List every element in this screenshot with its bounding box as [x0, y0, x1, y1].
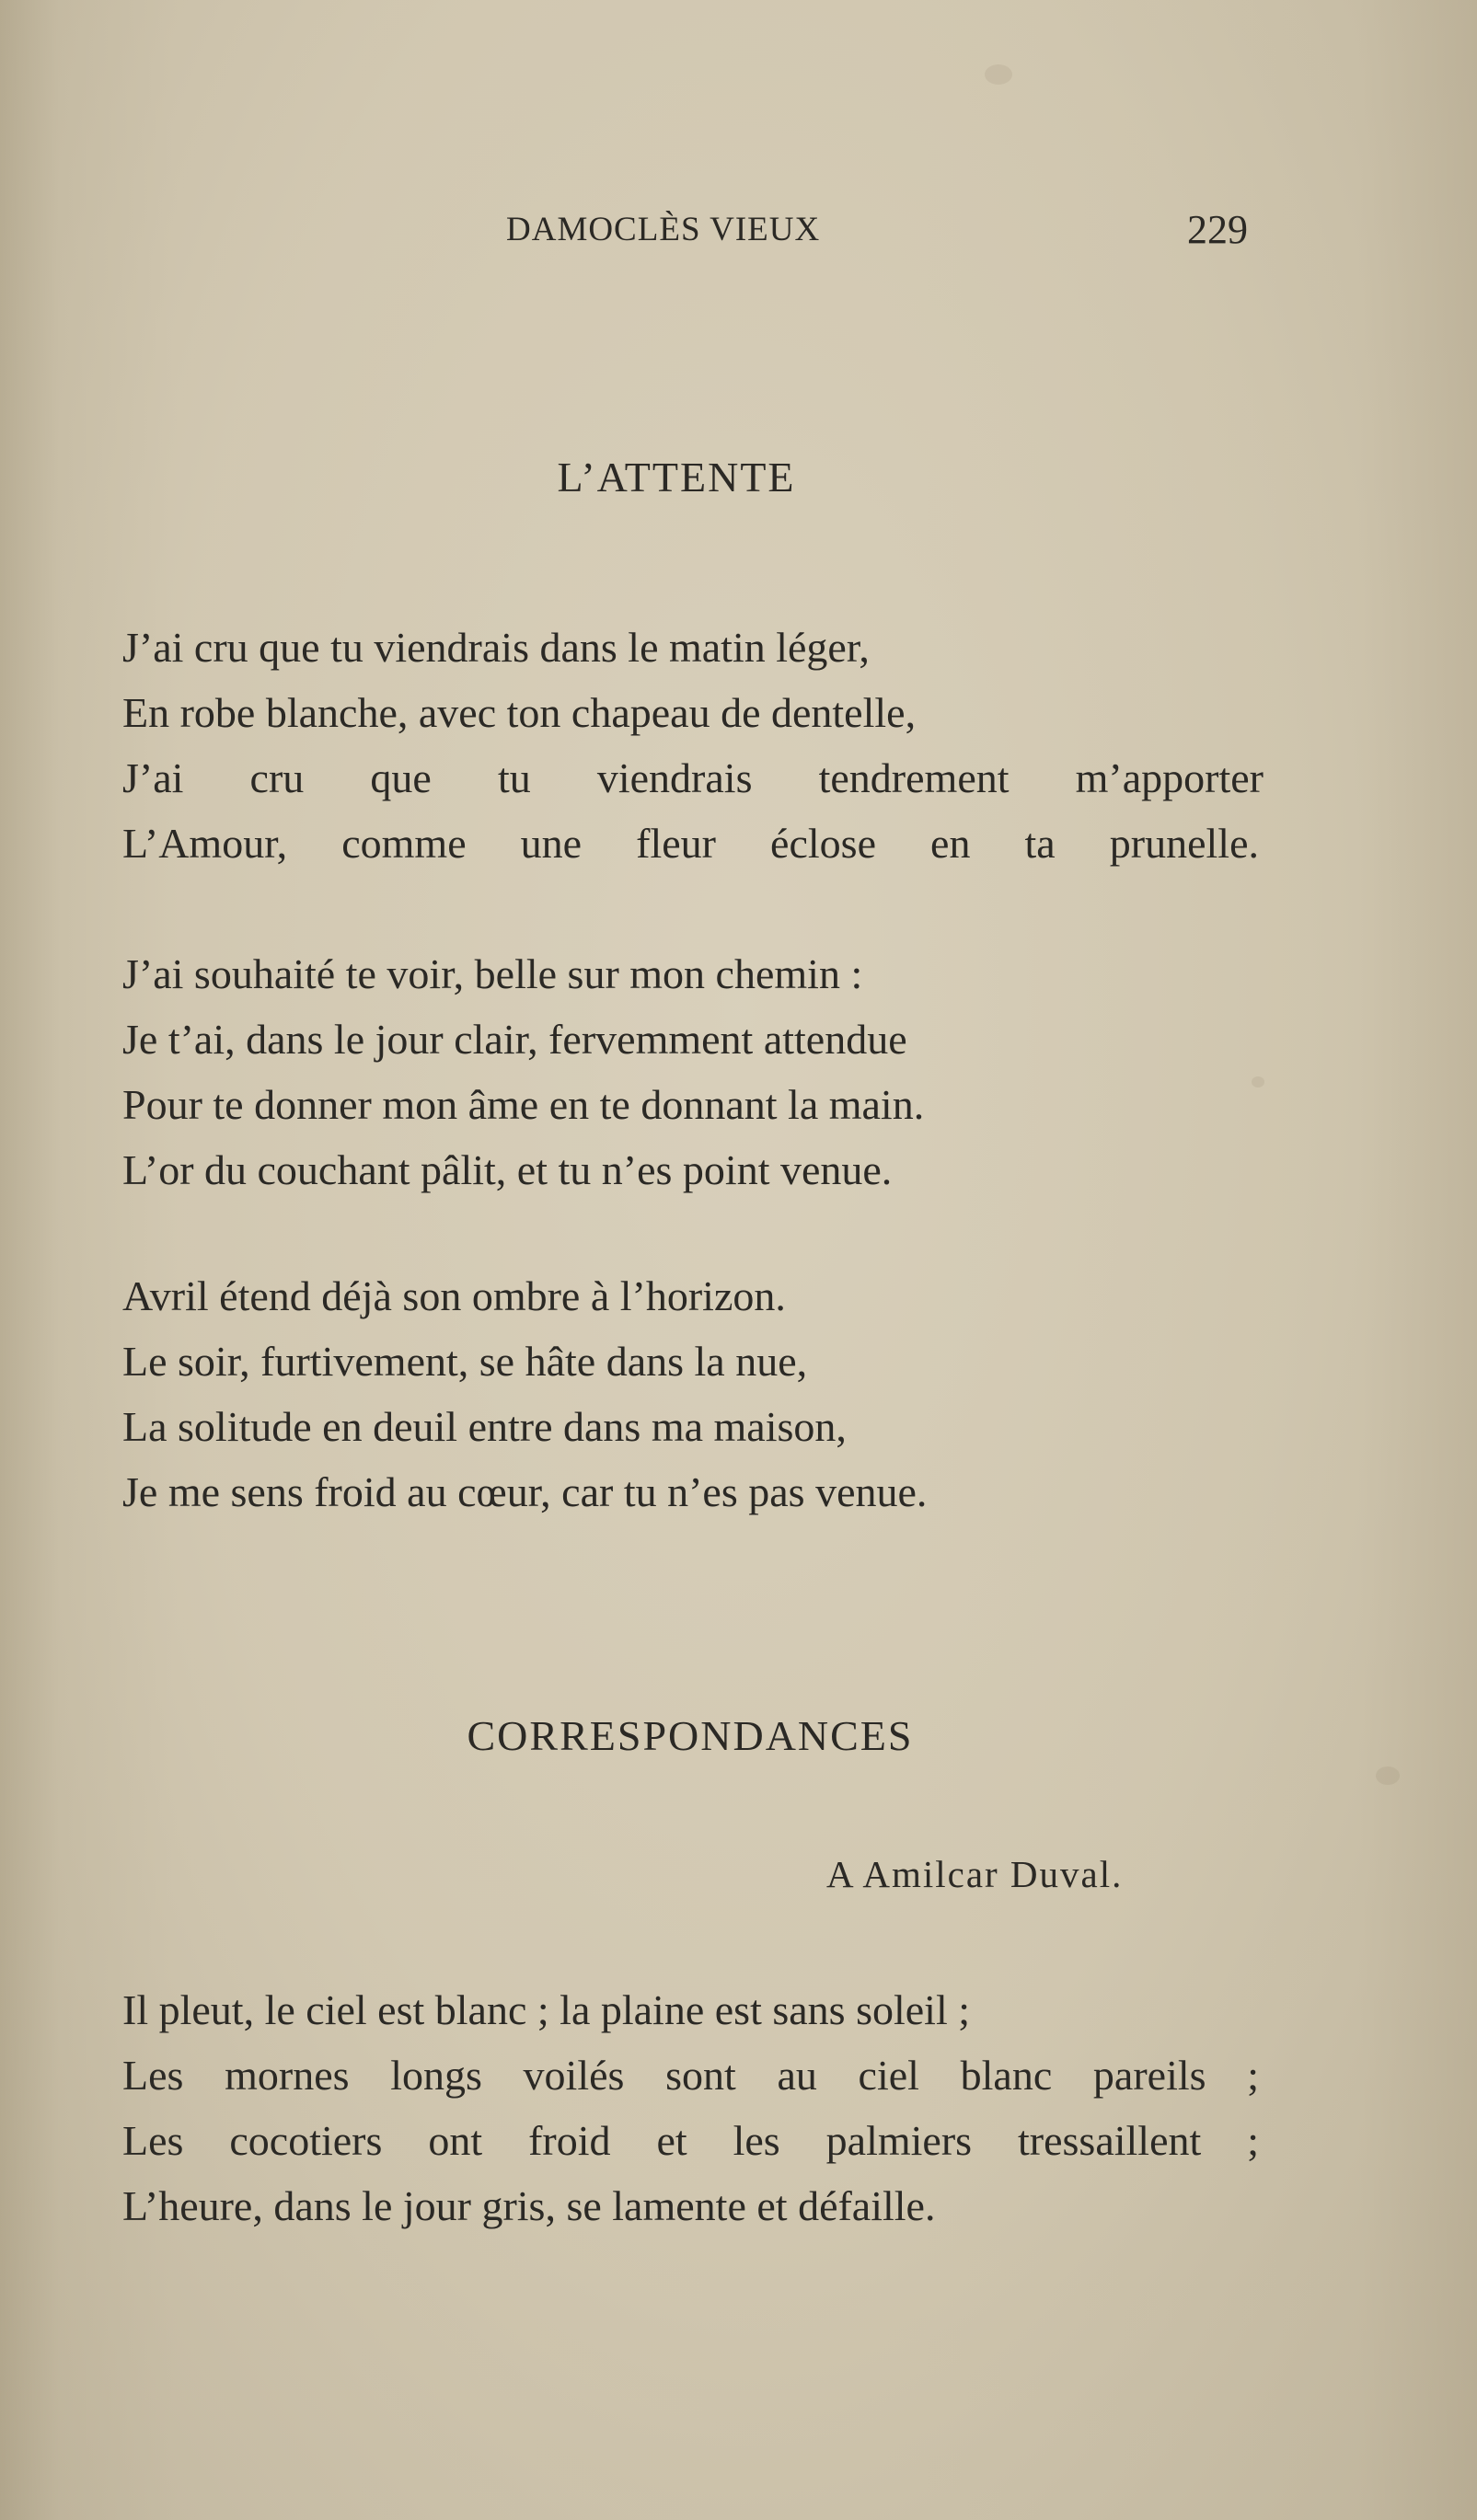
verse-line: Avril étend déjà son ombre à l’horizon. [122, 1272, 786, 1319]
poem-title: CORRESPONDANCES [467, 1712, 914, 1759]
stanza [122, 615, 1264, 876]
verse-line: Le soir, furtivement, se hâte dans la nue, [122, 1338, 808, 1385]
stanza [122, 1977, 1264, 2238]
stanza [122, 941, 1264, 1202]
paper-stain [1376, 1766, 1400, 1785]
stanza [122, 1263, 1264, 1525]
verse-line: J’ai cru que tu viendrais dans le matin léger, [122, 624, 870, 671]
verse-line: Je t’ai, dans le jour clair, fervemment attendue [122, 1016, 907, 1063]
verse-line: Il pleut, le ciel est blanc ; la plaine est sans soleil ; [122, 1986, 971, 2033]
verse-line: Les cocotiers ont froid et les palmiers tressaillent ; [122, 2117, 1259, 2164]
verse-line: Pour te donner mon âme en te donnant la main. [122, 1081, 925, 1128]
verse-line: La solitude en deuil entre dans ma maison, [122, 1403, 847, 1450]
page-number: 229 [1187, 207, 1248, 252]
verse-line: J’ai souhaité te voir, belle sur mon chemin : [122, 950, 863, 997]
verse-line: L’Amour, comme une fleur éclose en ta prunelle. [122, 820, 1259, 867]
verse-line: Les mornes longs voilés sont au ciel blanc pareils ; [122, 2052, 1259, 2099]
verse-line: J’ai cru que tu viendrais tendrement m’apporter [122, 754, 1264, 801]
running-head [0, 207, 1477, 256]
verse-line: L’heure, dans le jour gris, se lamente et défaille. [122, 2182, 936, 2229]
paper-stain [985, 64, 1012, 85]
dedication: A Amilcar Duval. [826, 1853, 1124, 1895]
verse-line: Je me sens froid au cœur, car tu n’es pas venue. [122, 1468, 928, 1515]
verse-line: L’or du couchant pâlit, et tu n’es point venue. [122, 1146, 893, 1193]
running-title: DAMOCLÈS VIEUX [506, 211, 821, 248]
poem-title: L’ATTENTE [557, 454, 796, 501]
verse-line: En robe blanche, avec ton chapeau de dentelle, [122, 689, 917, 736]
